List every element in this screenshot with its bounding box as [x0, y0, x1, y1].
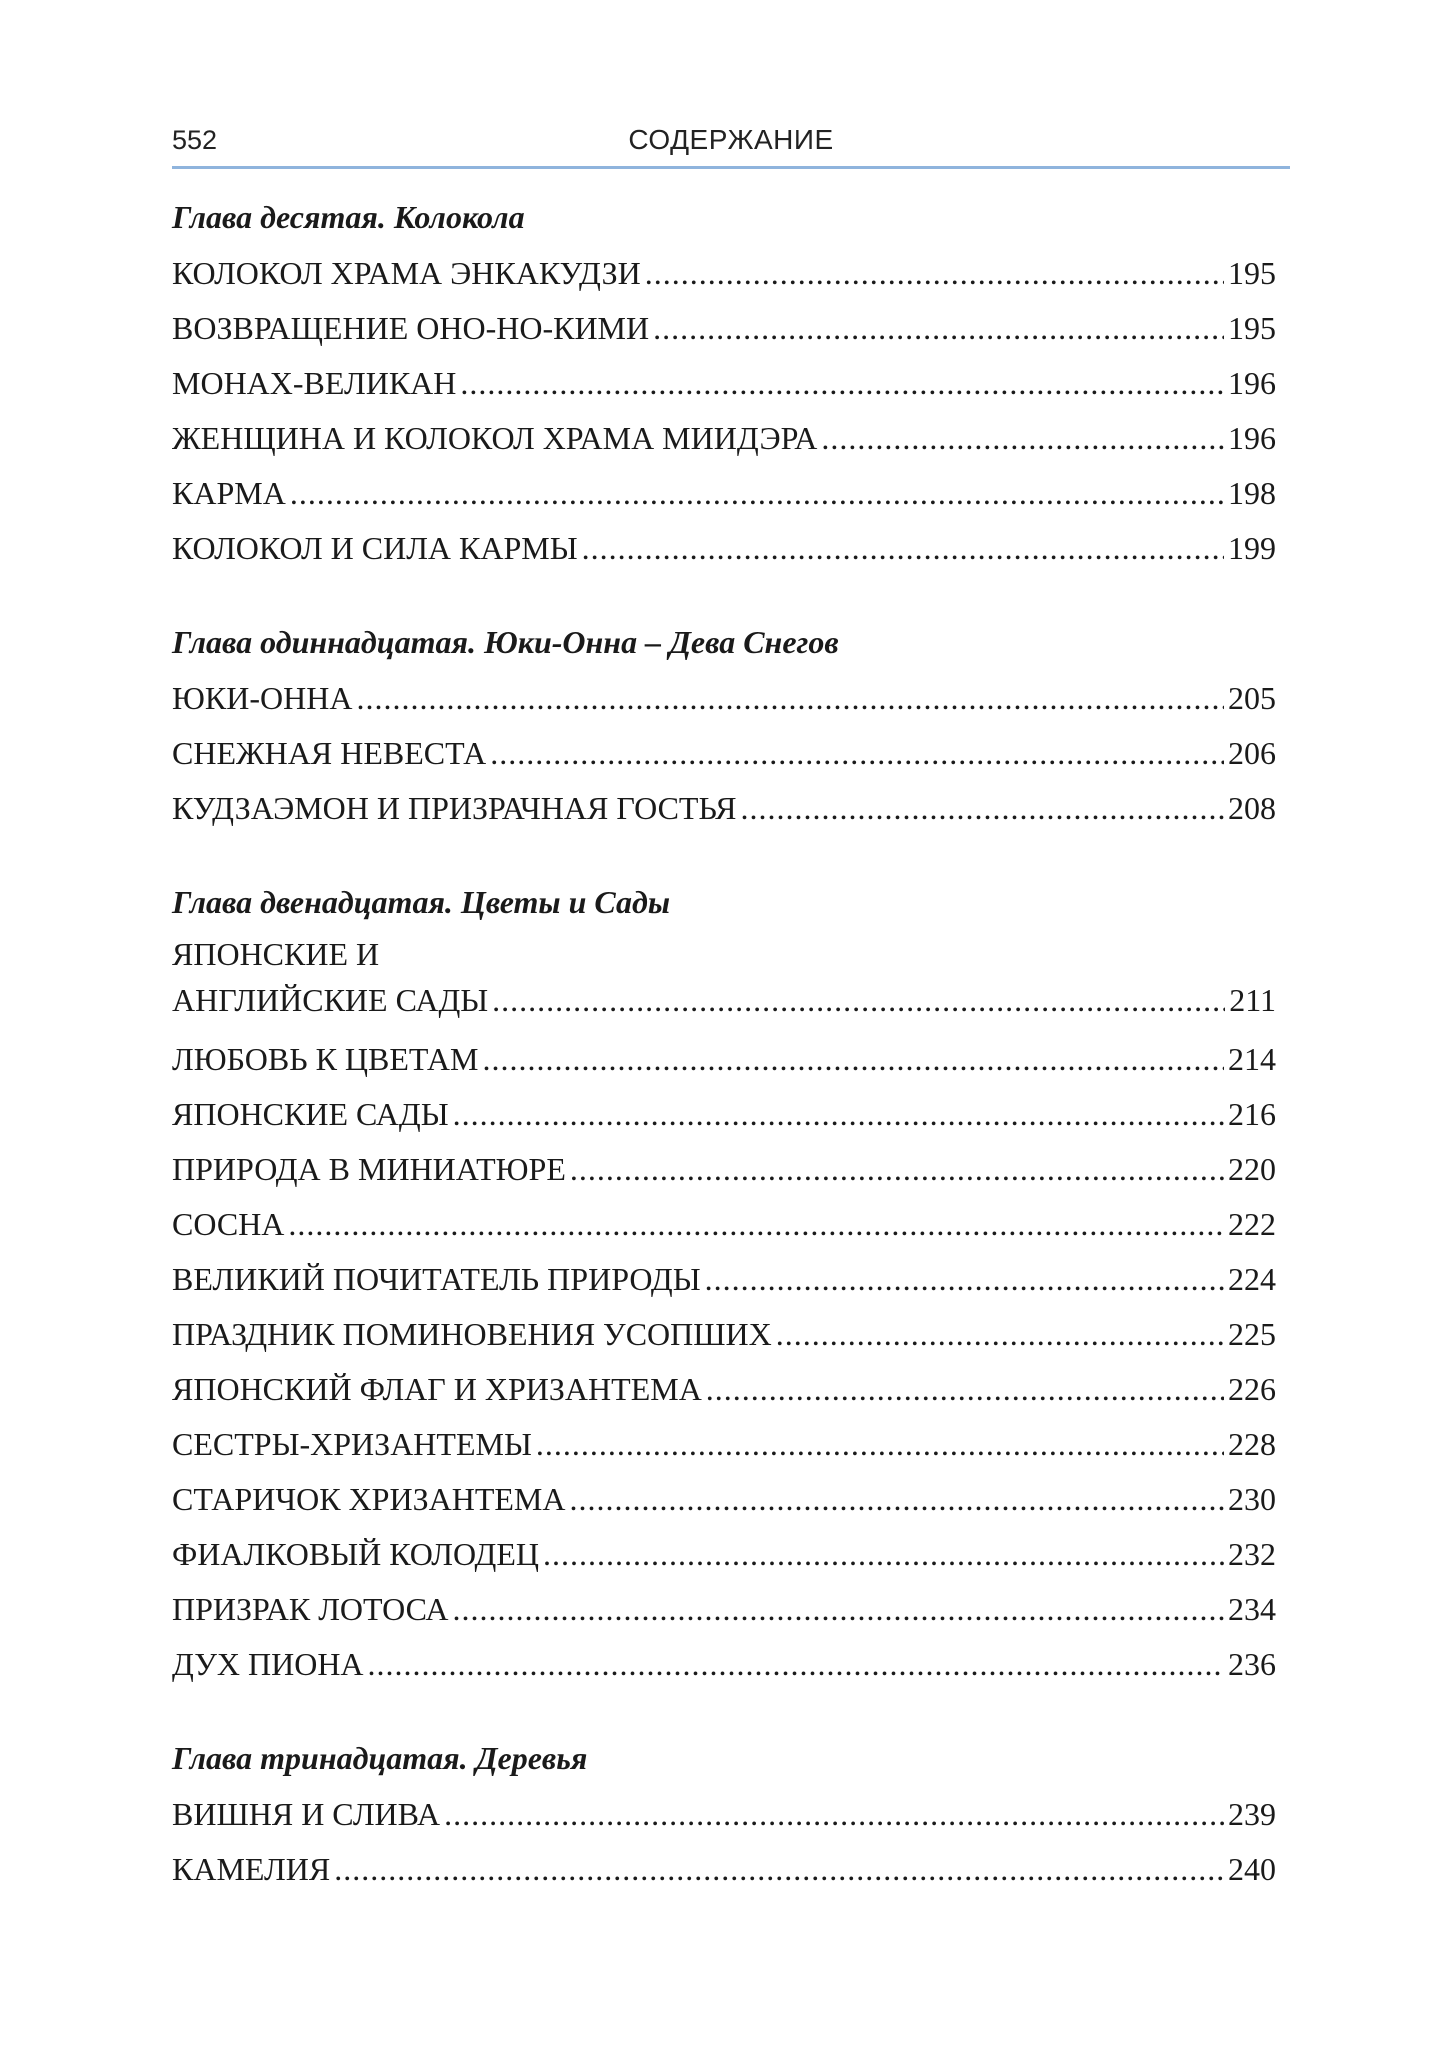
entry-page-number: 239	[1228, 1796, 1276, 1832]
chapter	[172, 196, 1276, 576]
entry-title: ПРИЗРАК ЛОТОСА	[172, 1591, 449, 1627]
entry-page-number: 220	[1228, 1151, 1276, 1187]
entry-page-number: 198	[1228, 475, 1276, 511]
toc-entry[interactable]	[172, 1362, 1276, 1417]
entry-title: ПРИРОДА В МИНИАТЮРЕ	[172, 1151, 566, 1187]
entry-title: КАРМА	[172, 475, 286, 511]
entry-page-number: 196	[1228, 420, 1276, 456]
entry-title: ВОЗВРАЩЕНИЕ ОНО-НО-КИМИ	[172, 310, 650, 346]
dot-leader	[705, 1252, 1224, 1307]
chapter	[172, 621, 1276, 836]
chapter-title: Глава двенадцатая. Цветы и Сады	[172, 884, 671, 920]
entry-title: СОСНА	[172, 1206, 285, 1242]
toc-entry[interactable]	[172, 1197, 1276, 1252]
toc-entry[interactable]	[172, 1087, 1276, 1142]
dot-leader	[543, 1527, 1224, 1582]
dot-leader	[569, 1472, 1224, 1527]
toc-entry[interactable]	[172, 411, 1276, 466]
entry-page-number: 222	[1228, 1206, 1276, 1242]
entry-page-number: 205	[1228, 680, 1276, 716]
dot-leader	[453, 1087, 1224, 1142]
entry-page-number: 214	[1228, 1041, 1276, 1077]
dot-leader	[653, 301, 1224, 356]
entry-page-number: 195	[1228, 310, 1276, 346]
toc-entry[interactable]	[172, 1842, 1276, 1897]
running-title: СОДЕРЖАНИЕ	[628, 124, 834, 155]
entry-title: СНЕЖНАЯ НЕВЕСТА	[172, 735, 487, 771]
entry-page-number: 240	[1228, 1851, 1276, 1887]
toc-entry[interactable]	[172, 781, 1276, 836]
entry-title: КОЛОКОЛ ХРАМА ЭНКАКУДЗИ	[172, 255, 641, 291]
entry-page-number: 196	[1228, 365, 1276, 401]
entry-title: ФИАЛКОВЫЙ КОЛОДЕЦ	[172, 1536, 539, 1572]
toc-entry[interactable]	[172, 301, 1276, 356]
entry-title: СТАРИЧОК ХРИЗАНТЕМА	[172, 1481, 566, 1517]
toc-entry[interactable]	[172, 246, 1276, 301]
entry-title: ВИШНЯ И СЛИВА	[172, 1796, 441, 1832]
entry-title: ДУХ ПИОНА	[172, 1646, 364, 1682]
chapter	[172, 881, 1276, 1692]
header-rule	[172, 166, 1290, 169]
dot-leader	[582, 521, 1224, 576]
entry-title: АНГЛИЙСКИЕ САДЫ	[172, 982, 489, 1018]
page-number: 552	[172, 125, 218, 155]
chapter-title: Глава десятая. Колокола	[172, 199, 525, 235]
toc-entry[interactable]	[172, 1032, 1276, 1087]
entry-page-number: 224	[1228, 1261, 1276, 1297]
dot-leader	[645, 246, 1224, 301]
entry-page-number: 206	[1228, 735, 1276, 771]
dot-leader	[334, 1842, 1224, 1897]
dot-leader	[740, 781, 1224, 836]
entry-title: ЖЕНЩИНА И КОЛОКОЛ ХРАМА МИИДЭРА	[172, 420, 818, 456]
dot-leader	[570, 1142, 1224, 1197]
dot-leader	[288, 1197, 1224, 1252]
dot-leader	[453, 1582, 1225, 1637]
toc-entry[interactable]	[172, 1142, 1276, 1197]
toc-entry[interactable]	[172, 726, 1276, 781]
toc-entry[interactable]	[172, 1637, 1276, 1692]
entry-page-number: 195	[1228, 255, 1276, 291]
entry-page-number: 226	[1228, 1371, 1276, 1407]
entry-title-line1: ЯПОНСКИЕ И	[172, 936, 380, 972]
chapter	[172, 1737, 1276, 1897]
toc-entry[interactable]	[172, 1582, 1276, 1637]
entry-page-number: 225	[1228, 1316, 1276, 1352]
entry-page-number: 234	[1228, 1591, 1276, 1627]
dot-leader	[482, 1032, 1224, 1087]
dot-leader	[490, 726, 1224, 781]
entry-page-number: 216	[1228, 1096, 1276, 1132]
dot-leader	[356, 671, 1224, 726]
chapter-title: Глава тринадцатая. Деревья	[172, 1740, 588, 1776]
dot-leader	[460, 356, 1224, 411]
toc-entry[interactable]	[172, 671, 1276, 726]
entry-page-number: 199	[1228, 530, 1276, 566]
entry-page-number: 208	[1228, 790, 1276, 826]
dot-leader	[290, 466, 1224, 521]
toc-entry[interactable]	[172, 1787, 1276, 1842]
entry-title: СЕСТРЫ-ХРИЗАНТЕМЫ	[172, 1426, 532, 1462]
toc-entry[interactable]	[172, 356, 1276, 411]
dot-leader	[444, 1787, 1224, 1842]
toc-entry[interactable]	[172, 1252, 1276, 1307]
entry-page-number: 228	[1228, 1426, 1276, 1462]
chapter-title: Глава одиннадцатая. Юки-Онна – Дева Снегов	[172, 624, 839, 660]
entry-title: КАМЕЛИЯ	[172, 1851, 331, 1887]
toc-entry[interactable]	[172, 466, 1276, 521]
toc-entry[interactable]	[172, 931, 1276, 1032]
entry-title: ВЕЛИКИЙ ПОЧИТАТЕЛЬ ПРИРОДЫ	[172, 1261, 701, 1297]
entry-title: КУДЗАЭМОН И ПРИЗРАЧНАЯ ГОСТЬЯ	[172, 790, 737, 826]
entry-title: КОЛОКОЛ И СИЛА КАРМЫ	[172, 530, 578, 566]
entry-title: ЯПОНСКИЕ САДЫ	[172, 1096, 449, 1132]
dot-leader	[706, 1362, 1224, 1417]
dot-leader	[776, 1307, 1224, 1362]
toc-entry[interactable]	[172, 1527, 1276, 1582]
page-header	[172, 122, 1290, 166]
entry-title: ЯПОНСКИЙ ФЛАГ И ХРИЗАНТЕМА	[172, 1371, 702, 1407]
entry-page-number: 211	[1229, 982, 1276, 1018]
entry-title: ЮКИ-ОННА	[172, 680, 353, 716]
dot-leader	[821, 411, 1224, 466]
entry-page-number: 232	[1228, 1536, 1276, 1572]
entry-title: МОНАХ-ВЕЛИКАН	[172, 365, 457, 401]
table-of-contents	[172, 196, 1276, 1942]
entry-title: ПРАЗДНИК ПОМИНОВЕНИЯ УСОПШИХ	[172, 1316, 772, 1352]
entry-title: ЛЮБОВЬ К ЦВЕТАМ	[172, 1041, 479, 1077]
toc-entry[interactable]	[172, 1472, 1276, 1527]
dot-leader	[536, 1417, 1224, 1472]
entry-page-number: 230	[1228, 1481, 1276, 1517]
dot-leader	[492, 977, 1225, 1023]
toc-entry[interactable]	[172, 1417, 1276, 1472]
toc-entry[interactable]	[172, 521, 1276, 576]
toc-entry[interactable]	[172, 1307, 1276, 1362]
entry-page-number: 236	[1228, 1646, 1276, 1682]
dot-leader	[368, 1637, 1224, 1692]
